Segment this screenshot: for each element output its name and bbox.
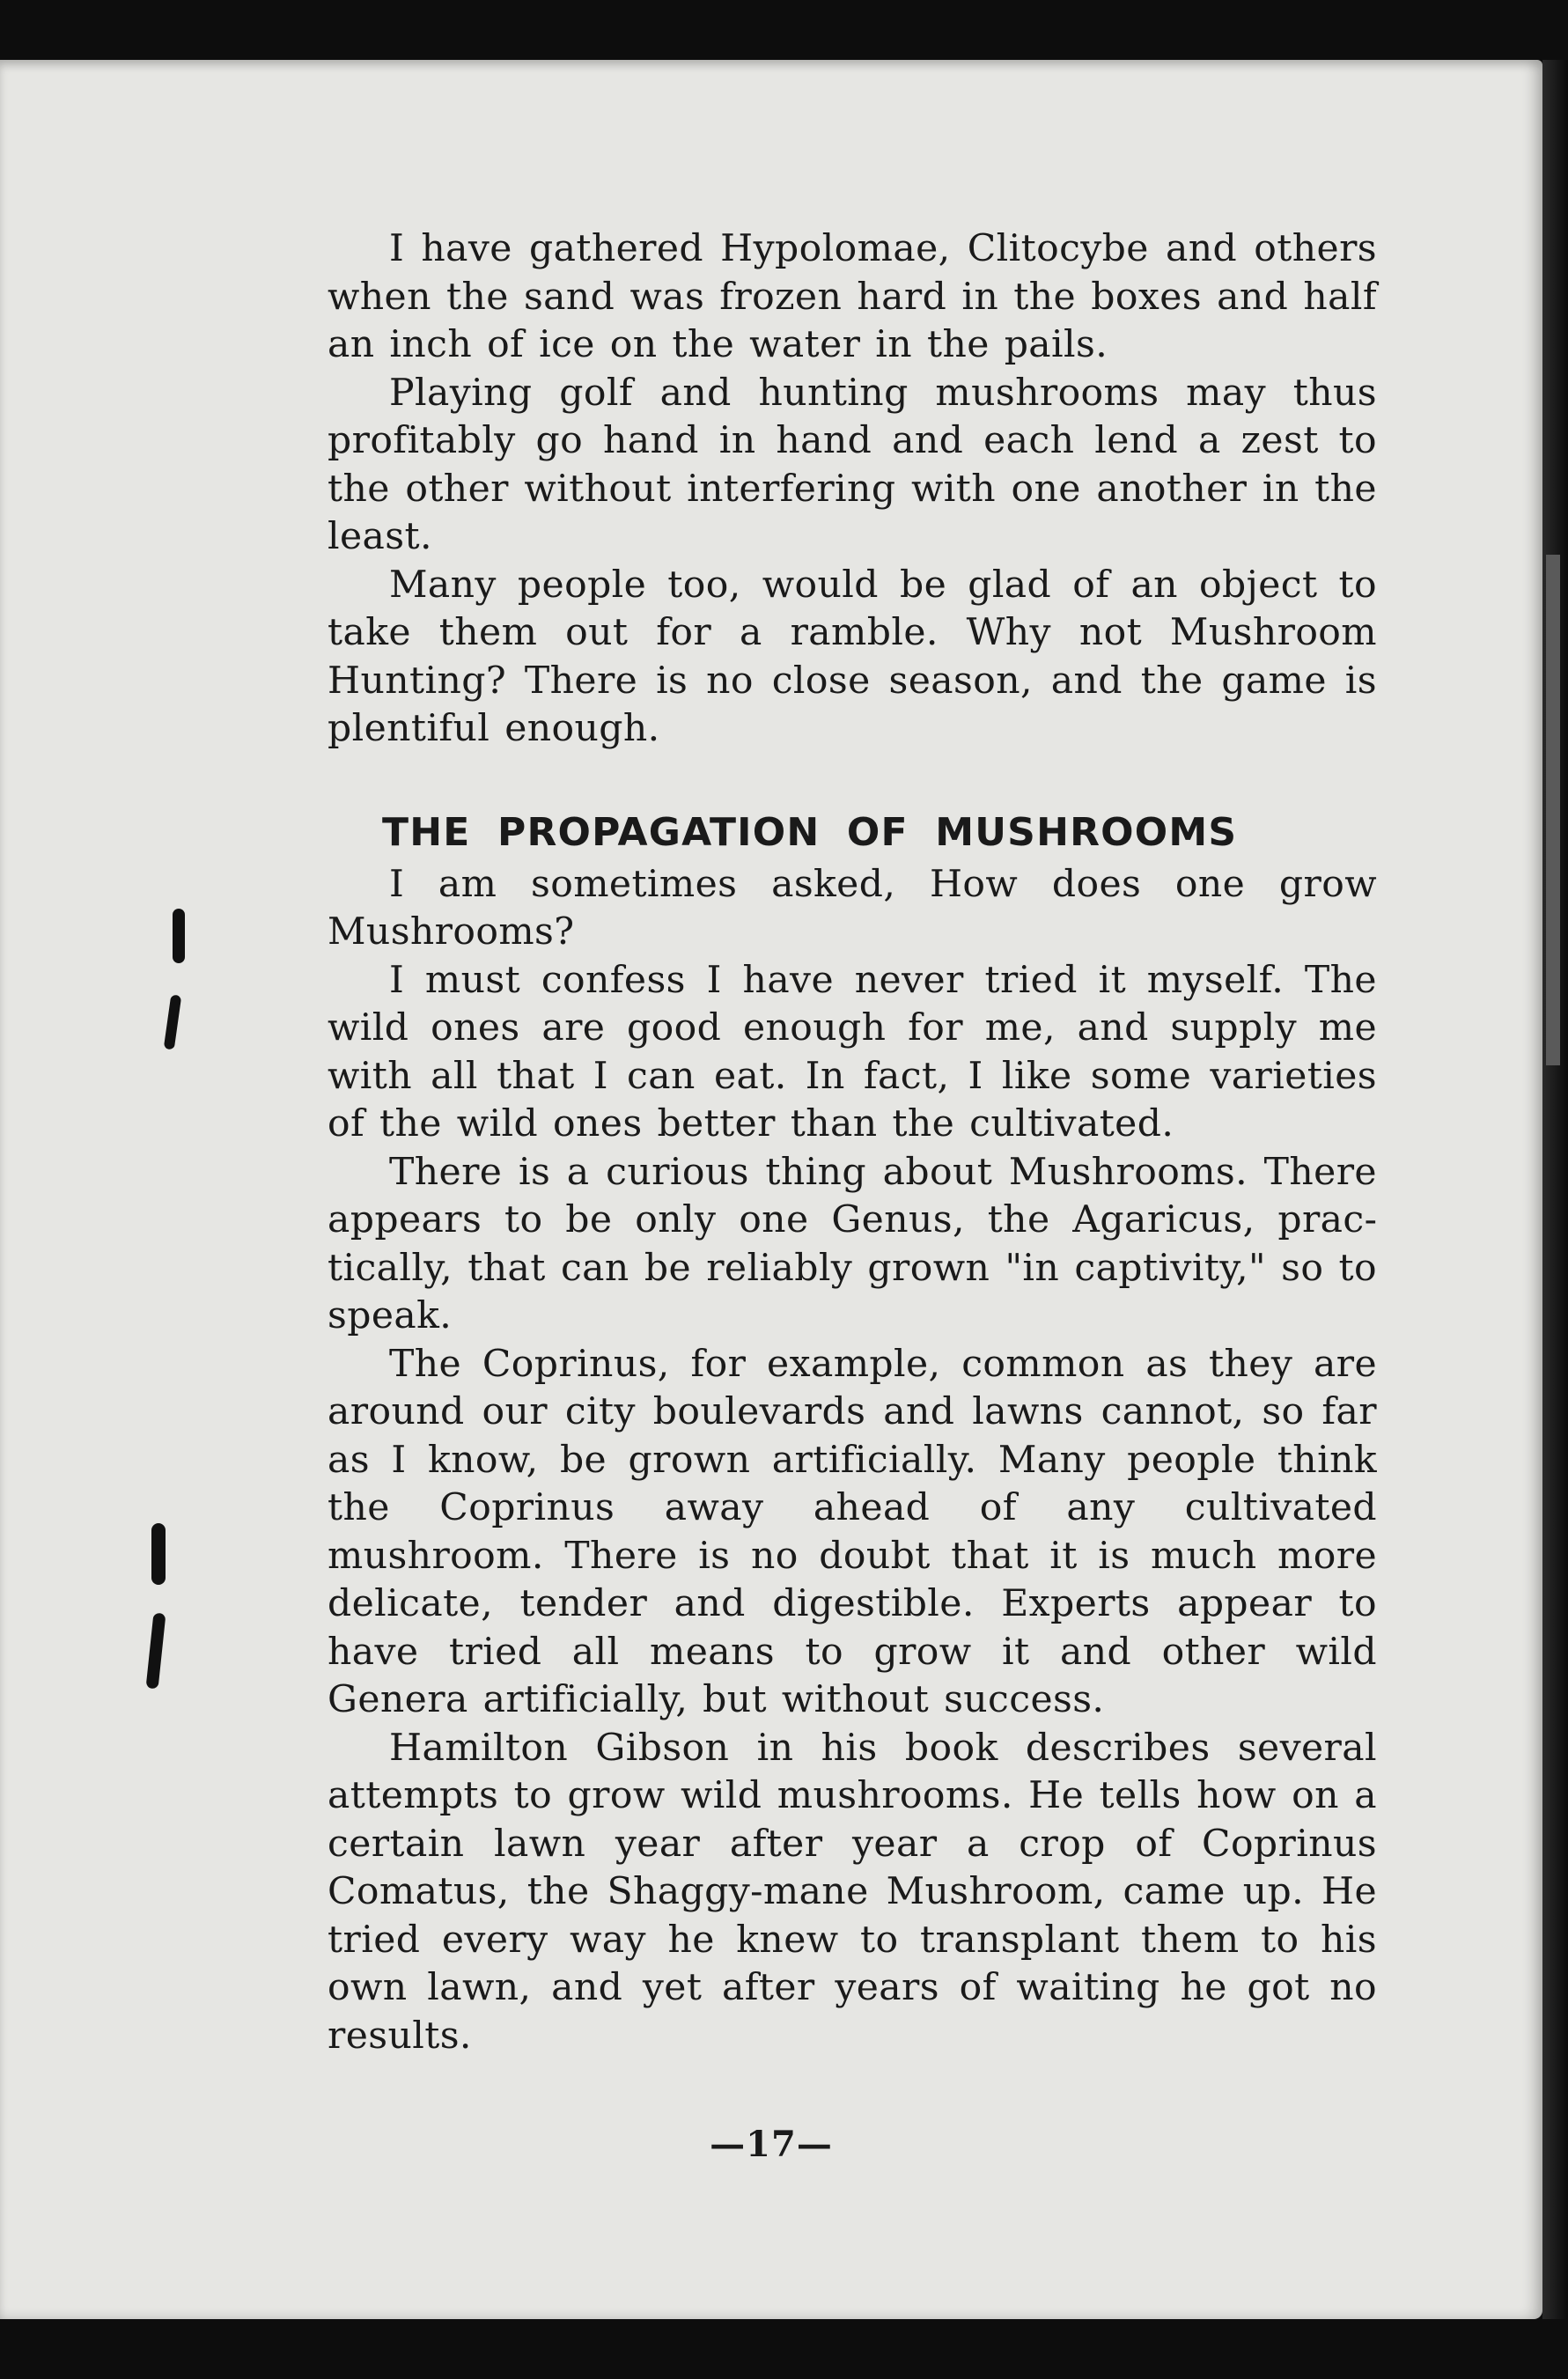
binding-mark-1 <box>173 909 185 963</box>
section-heading: THE PROPAGATION OF MUSHROOMS <box>382 809 1238 855</box>
paragraph: Playing golf and hunting mushrooms may thus profitably go hand in hand and each lend a zest to the other without interfering with one another in the least. <box>328 371 1377 558</box>
paragraph: Hamilton Gibson in his book describes several attempts to grow wild mushrooms. He tells how on a certain lawn year after year a crop of Coprinus Comatus, the Shaggy-mane Mushroom, came up. He tried every way he knew to transplant them to his own lawn, and yet after years of waiting he got no results. <box>328 1726 1377 2058</box>
binding-mark-3 <box>151 1523 166 1585</box>
paragraph: There is a curious thing about Mushrooms. There appears to be only one Genus, the Agaricus, practically, that can be reliably grown "in captivity," so to speak. <box>328 1150 1377 1337</box>
body-text <box>328 225 1377 2060</box>
paragraph: I am sometimes asked, How does one grow Mushrooms? <box>328 862 1377 954</box>
paragraph: The Coprinus, for example, common as they are around our city boulevards and lawns cannot, so far as I know, be grown artificially. Many people think the Coprinus away ahead of any cultivated mushroom. There is no doubt that it is much more delicate, tender and digestible. Experts appear to have tried all means to grow it and other wild Genera artificially, but without success. <box>328 1342 1377 1721</box>
paragraph: I must confess I have never tried it myself. The wild ones are good enough for me, and supply me with all that I can eat. In fact, I like some varieties of the wild ones better than the cultivated. <box>328 958 1377 1145</box>
paragraph: I have gathered Hypolomae, Clitocybe and others when the sand was frozen hard in the boxes and half an inch of ice on the water in the pails. <box>328 227 1377 366</box>
page-edge-shadow <box>1542 60 1568 2319</box>
paragraph: Many people too, would be glad of an object to take them out for a ramble. Why not Mushroom Hunting? There is no close season, and the game is plentiful enough. <box>328 563 1377 750</box>
page-edge-notch <box>1546 555 1560 1065</box>
page-number: —17— <box>710 2124 833 2165</box>
